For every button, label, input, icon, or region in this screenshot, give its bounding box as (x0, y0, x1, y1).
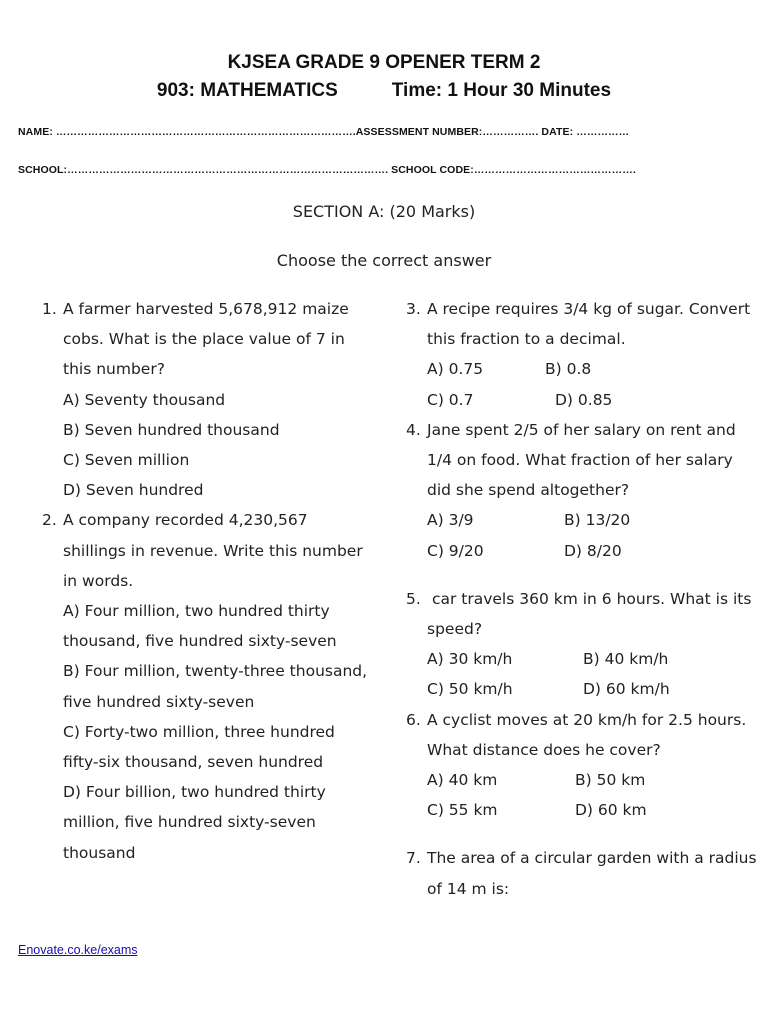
question-number: 6. (406, 710, 421, 729)
exam-title: KJSEA GRADE 9 OPENER TERM 2 (227, 52, 541, 73)
question-number: 3. (406, 300, 421, 318)
question-text: Jane spent 2/5 of her salary on rent and 1/4 on food. What fraction of her salary did she spend altogether? (427, 420, 736, 500)
option-b: B) 40 km/h (583, 650, 669, 669)
option-d: D) Seven hundred (63, 481, 204, 500)
question-number: 5. (406, 589, 421, 608)
option-d: D) 60 km/h (583, 680, 670, 699)
question-1 (24, 294, 369, 505)
option-d: D) 60 km (575, 801, 647, 820)
right-column (388, 294, 758, 904)
question-text: A recipe requires 3/4 kg of sugar. Convert this fraction to a decimal. (427, 300, 751, 349)
option-c: C) Forty-two million, three hundred fifty-six thousand, seven hundred (63, 722, 335, 772)
question-7 (388, 843, 758, 903)
option-c: C) Seven million (63, 451, 190, 470)
option-a: A) 3/9 (427, 511, 474, 530)
question-3 (388, 294, 758, 415)
option-d: D) 8/20 (564, 541, 622, 560)
question-number: 1. (42, 300, 57, 318)
instruction-text: Choose the correct answer (276, 251, 492, 270)
option-a: A) Four million, two hundred thirty thousand, five hundred sixty-seven (63, 602, 337, 651)
option-c: C) 50 km/h (427, 680, 513, 699)
option-a: A) 30 km/h (427, 650, 513, 669)
name-assessment-date-line: NAME: ………………………………………………………………………….ASSESSMENT NUMBER:……………. DATE: …………… (18, 126, 630, 138)
question-number: 4. (406, 420, 421, 439)
question-number: 2. (42, 511, 57, 530)
option-a: A) 0.75 (427, 360, 484, 379)
subject-label: 903: MATHEMATICS (156, 80, 338, 101)
question-4 (388, 415, 758, 566)
enovate-exams-link[interactable]: Enovate.co.ke/exams (18, 943, 138, 957)
question-text: A company recorded 4,230,567 shillings in revenue. Write this number in words. (63, 511, 363, 590)
option-c: C) 55 km (427, 801, 498, 820)
option-a: A) 40 km (427, 771, 498, 790)
option-a: A) Seventy thousand (63, 390, 226, 409)
option-b: B) 13/20 (564, 511, 631, 530)
option-c: C) 0.7 (427, 390, 474, 409)
section-title: SECTION A: (20 Marks) (292, 202, 476, 221)
question-text: car travels 360 km in 6 hours. What is its speed? (427, 589, 757, 639)
option-c: C) 9/20 (427, 541, 484, 560)
time-label: Time: 1 Hour 30 Minutes (391, 80, 612, 101)
option-b: B) Four million, twenty-three thousand, five hundred sixty-seven (63, 662, 368, 711)
question-text: The area of a circular garden with a radius of 14 m is: (427, 849, 757, 898)
question-number: 7. (406, 849, 421, 868)
exam-subtitle (0, 80, 768, 102)
option-b: B) 50 km (575, 771, 646, 790)
option-d: D) 0.85 (555, 390, 613, 409)
school-code-line: SCHOOL:………………………………………………………………………………. SCHOOL CODE:………………………………………. (18, 164, 636, 176)
question-6 (388, 705, 758, 826)
question-text: A farmer harvested 5,678,912 maize cobs. What is the place value of 7 in this number? (63, 300, 349, 379)
question-text: A cyclist moves at 20 km/h for 2.5 hours. What distance does he cover? (427, 710, 747, 759)
question-2 (24, 505, 369, 867)
option-b: B) Seven hundred thousand (63, 420, 280, 439)
option-d: D) Four billion, two hundred thirty million, five hundred sixty-seven thousand (63, 783, 326, 862)
question-5 (388, 584, 758, 705)
option-b: B) 0.8 (545, 360, 592, 379)
left-column (24, 294, 369, 868)
